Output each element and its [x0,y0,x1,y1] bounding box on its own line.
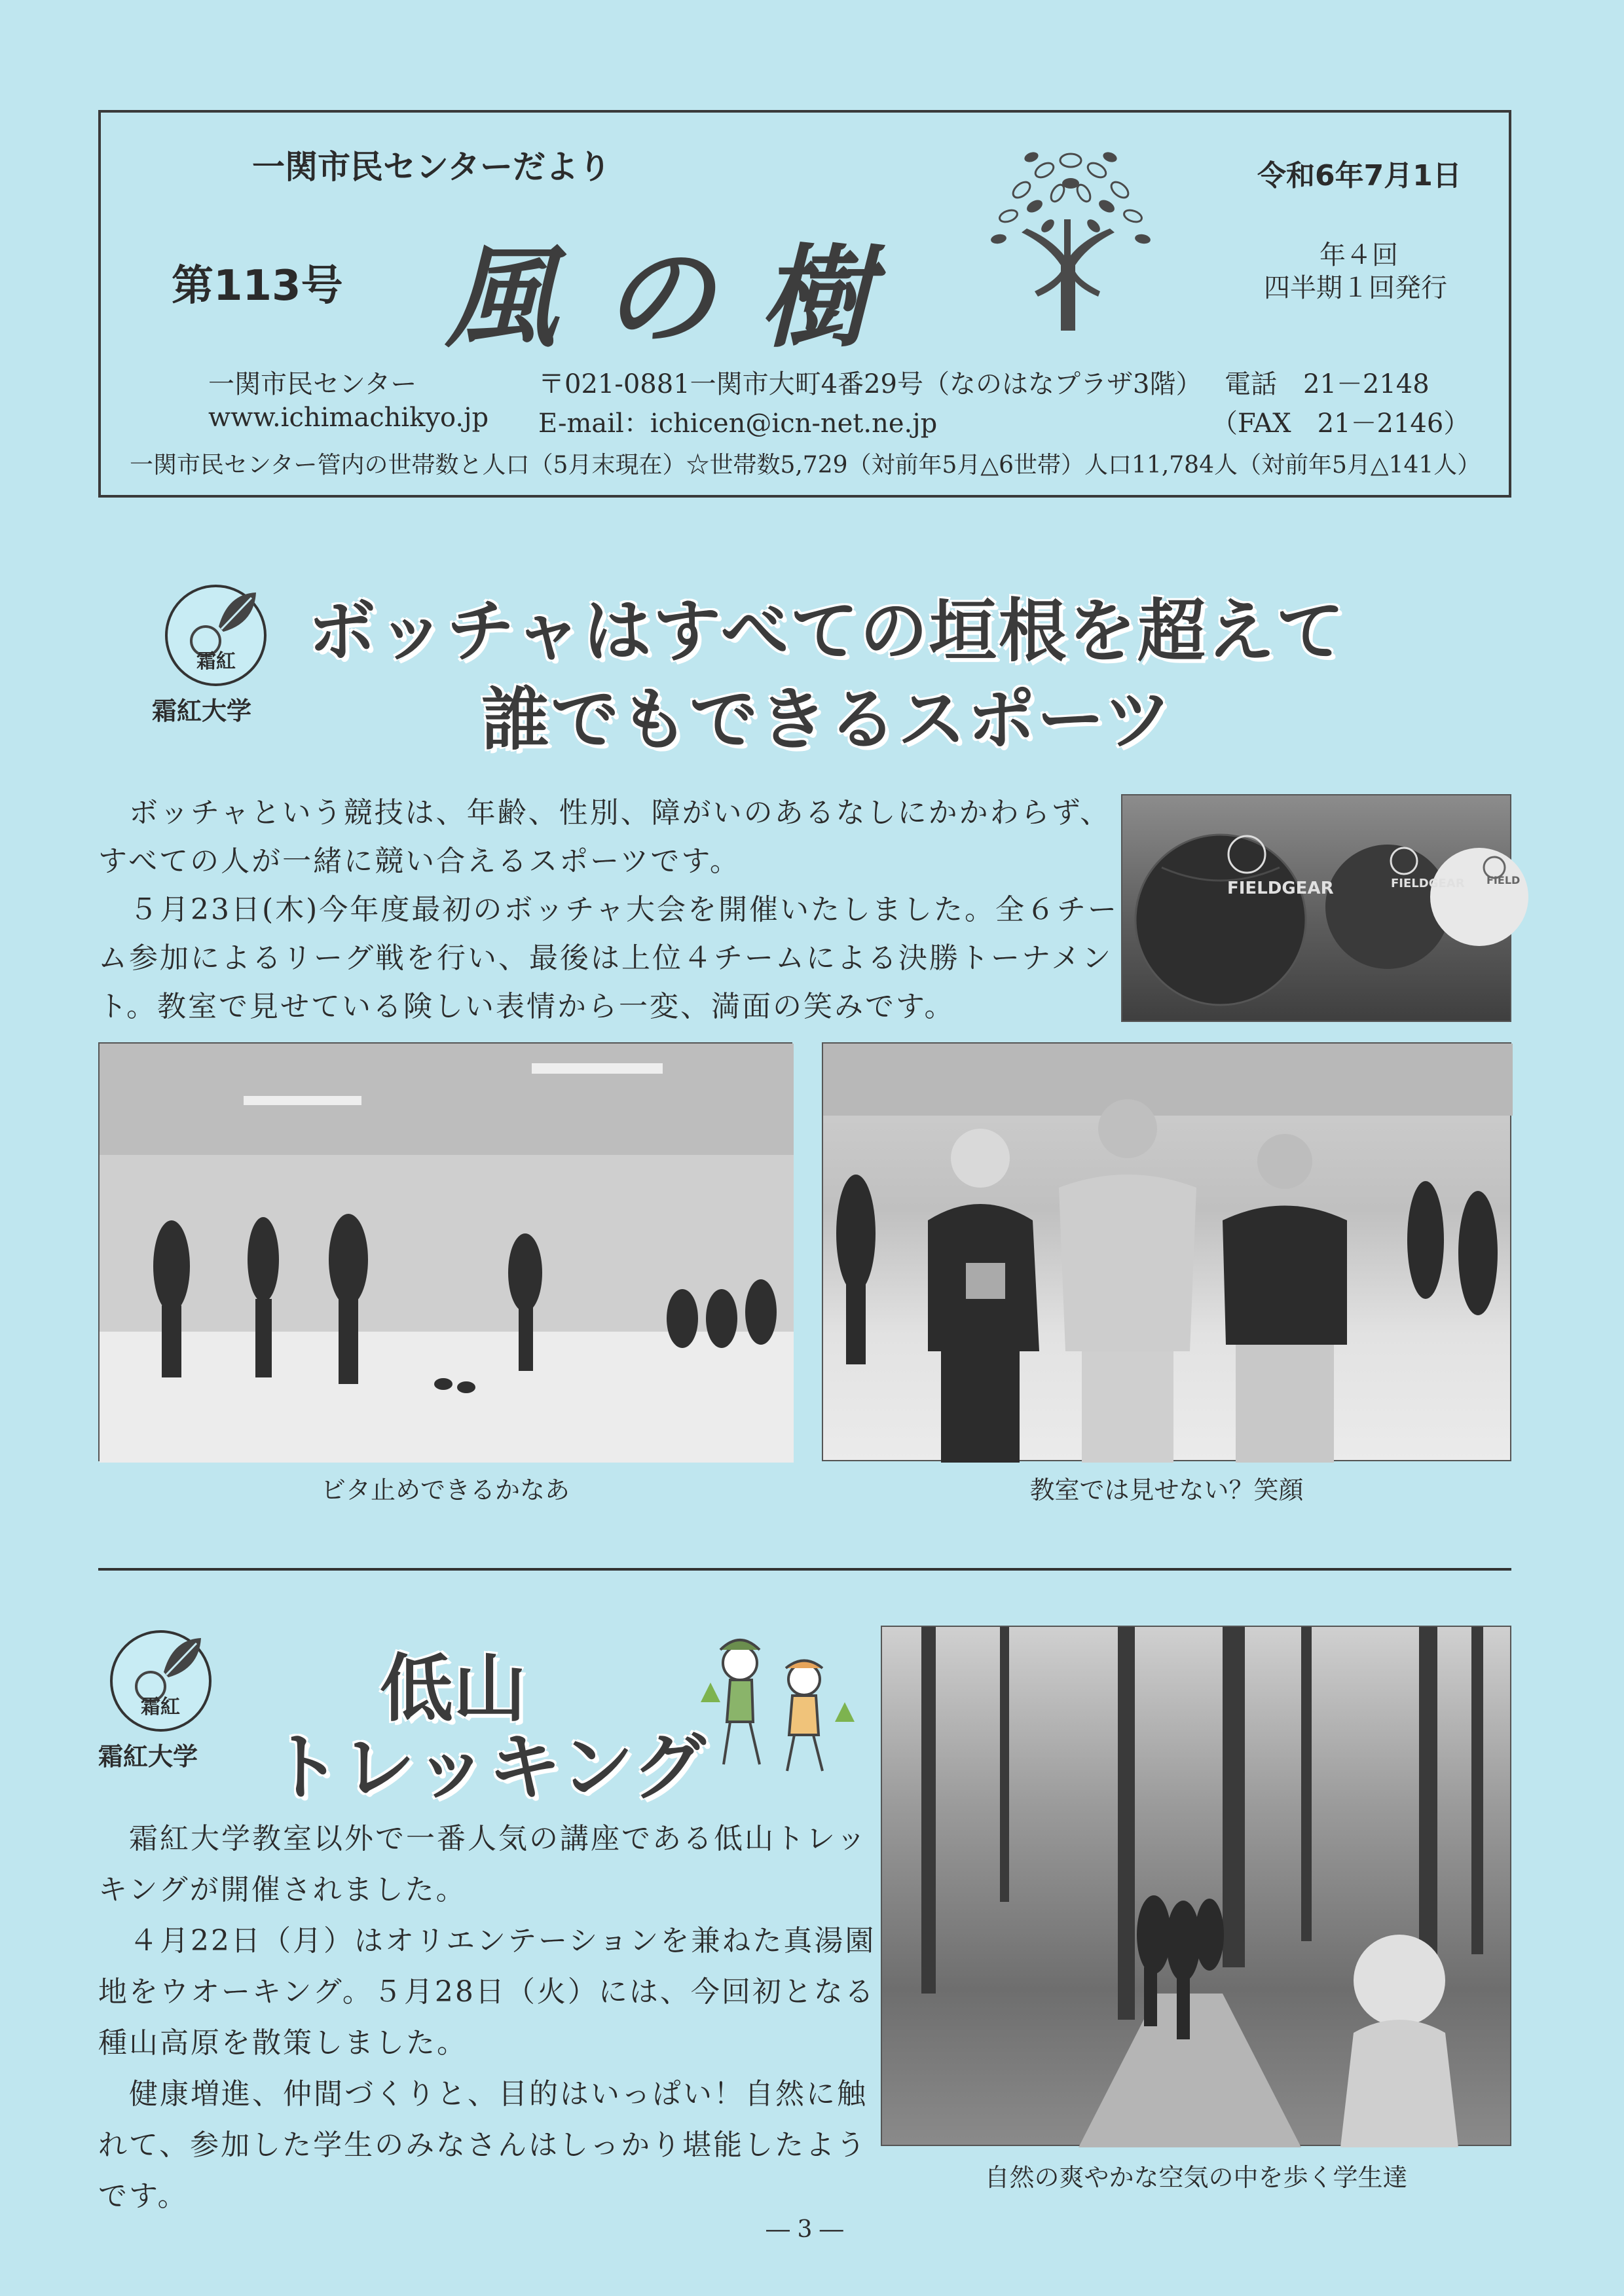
boccia-paragraph-line: ５月23日(木)今年度最初のボッチャ大会を開催いたしました。全６チー [98,893,1118,926]
email-link[interactable]: E-mail：ichicen@icn-net.ne.jp [538,409,938,439]
soko-university-label: 霜紅大学 [152,697,252,725]
boccia-winners-photo [822,1042,1511,1461]
section-divider [98,1568,1511,1571]
trekking-paragraph-line: 健康増進、仲間づくりと、目的はいっぱい！自然に触 [98,2077,868,2111]
trekking-paragraph-line: 種山高原を散策しました。 [98,2026,468,2060]
phone-number: 電話 21－2148 [1225,369,1430,399]
trekking-paragraph-line: れて、参加した学生のみなさんはしっかり堪能したよう [98,2128,868,2162]
trekking-paragraph-line: です。 [98,2179,189,2213]
boccia-paragraph-line: ム参加によるリーグ戦を行い、最後は上位４チームによる決勝トーナメン [98,941,1113,975]
tree-icon [969,134,1172,337]
trekking-paragraph-line: 地をウオーキング。５月28日（火）には、今回初となる [98,1975,876,2009]
boccia-article [98,789,1118,1031]
forest-trekking-photo [881,1626,1511,2146]
logo-mark-text: 霜紅 [141,1696,180,1719]
center-name: 一関市民センターだより [252,148,611,186]
boccia-balls-photo [1121,794,1521,1022]
fax-number: （FAX 21－2146） [1211,409,1470,439]
publication-frequency: 年４回 [1320,240,1398,270]
ball-label: FIELD [1486,874,1521,886]
hikers-illustration-icon [688,1624,858,1781]
ball-label: FIELDGEAR [1227,879,1334,898]
page-number: ― 3 ― [766,2216,843,2243]
logo-mark-text: 霜紅 [196,650,236,673]
boccia-headline-line1: ボッチャはすべての垣根を超えて [308,591,1346,671]
trekking-paragraph-line: 霜紅大学教室以外で一番人気の講座である低山トレッ [98,1822,868,1855]
boccia-headline-line2: 誰でもできるスポーツ [481,680,1173,759]
trekking-article [98,1813,876,2222]
ball-label: FIELDGEAR [1391,877,1465,890]
boccia-photo-caption-right: 教室では見せない？笑顔 [1029,1476,1304,1504]
forest-photo-caption: 自然の爽やかな空気の中を歩く学生達 [984,2163,1408,2192]
website-link[interactable]: www.ichimachikyo.jp [208,403,489,433]
publication-schedule: 四半期１回発行 [1264,273,1447,303]
trekking-headline-line2: トレッキング [268,1725,706,1810]
boccia-game-photo [98,1042,792,1461]
boccia-photo-caption-left: ビタ止めできるかなあ [320,1476,570,1504]
trekking-headline-line1: 低山 [380,1647,526,1732]
population-summary: 一関市民センター管内の世帯数と人口（5月末現在）☆世帯数5,729（対前年5月△6世帯）人口11,784人（対前年5月△141人） [130,452,1481,479]
org-name: 一関市民センター [208,369,417,399]
boccia-paragraph-line: ト。教室で見せている険しい表情から一変、満面の笑みです。 [98,990,955,1023]
issue-number: 第113号 [172,262,343,310]
newsletter-title: 風の樹 [445,232,917,363]
soko-university-label: 霜紅大学 [98,1742,198,1771]
trekking-paragraph-line: ４月22日（月）はオリエンテーションを兼ねた真湯園 [98,1924,876,1958]
boccia-paragraph-line: ボッチャという競技は、年齢、性別、障がいのあるなしにかかわらず、 [98,796,1111,829]
issue-date: 令和6年7月1日 [1257,159,1462,192]
boccia-paragraph-line: すべての人が一緒に競い合えるスポーツです。 [98,845,741,878]
trekking-paragraph-line: キングが開催されました。 [98,1873,467,1906]
address: 〒021-0881一関市大町4番29号（なのはなプラザ3階） [538,369,1202,399]
